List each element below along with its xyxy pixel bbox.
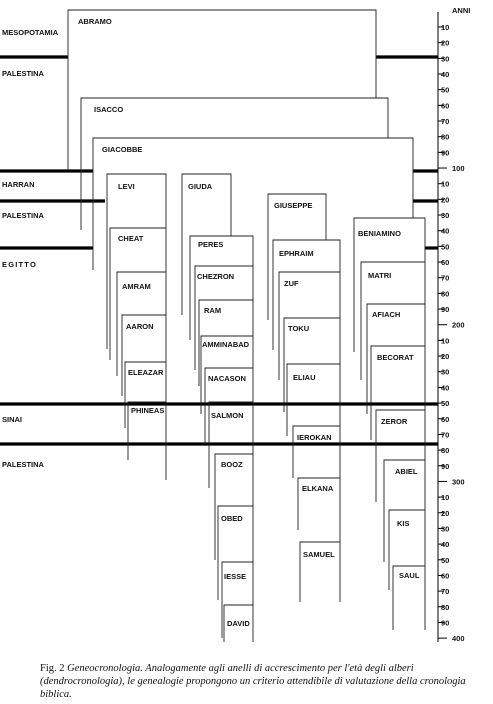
axis-tick-label: 40 bbox=[441, 540, 450, 550]
person-label-nacason: NACASON bbox=[208, 374, 246, 383]
person-label-kis: KIS bbox=[397, 519, 410, 528]
person-label-david: DAVID bbox=[227, 619, 250, 628]
axis-tick-label: 30 bbox=[441, 367, 450, 377]
axis-tick-label: 40 bbox=[441, 226, 450, 236]
person-label-cheat: CHEAT bbox=[118, 234, 144, 243]
lifespan-cheat bbox=[110, 228, 166, 360]
axis-tick-label: 60 bbox=[441, 571, 450, 581]
person-label-ierokan: IEROKAN bbox=[297, 433, 332, 442]
person-label-afiach: AFIACH bbox=[372, 310, 401, 319]
axis-tick-label: 20 bbox=[441, 508, 450, 518]
axis-tick-label: 10 bbox=[441, 23, 450, 32]
region-label-sinai: SINAI bbox=[2, 415, 23, 424]
person-label-phineas: PHINEAS bbox=[131, 406, 165, 415]
person-label-isacco: ISACCO bbox=[94, 105, 124, 114]
axis-tick-label: 30 bbox=[441, 524, 450, 534]
person-label-eliau: ELIAU bbox=[293, 373, 316, 382]
axis-tick-label: 90 bbox=[441, 461, 450, 471]
lifespan-beniamino bbox=[354, 218, 425, 352]
axis-tick-label: 20 bbox=[441, 352, 450, 362]
axis-tick-label: 60 bbox=[441, 414, 450, 424]
person-label-giacobbe: GIACOBBE bbox=[102, 145, 143, 154]
person-label-booz: BOOZ bbox=[221, 460, 243, 469]
figure-caption bbox=[40, 662, 480, 701]
axis-tick-label: 80 bbox=[441, 132, 450, 142]
region-label-harran: HARRAN bbox=[2, 180, 35, 189]
lifespan-booz bbox=[215, 454, 253, 560]
person-label-elkana: ELKANA bbox=[302, 484, 334, 493]
axis-tick-label: 30 bbox=[441, 54, 450, 64]
axis-title: ANNI bbox=[452, 6, 471, 15]
axis-tick-label: 10 bbox=[441, 336, 450, 346]
person-label-giuseppe: GIUSEPPE bbox=[274, 201, 313, 210]
axis-tick-label: 100 bbox=[452, 164, 465, 174]
axis-tick-label: 400 bbox=[452, 634, 465, 644]
person-label-abramo: ABRAMO bbox=[78, 17, 112, 26]
region-label-palestina-1: PALESTINA bbox=[2, 69, 44, 78]
person-label-zeror: ZEROR bbox=[381, 417, 408, 426]
axis-tick-label: 10 bbox=[441, 493, 450, 503]
region-lines bbox=[0, 57, 438, 444]
axis-tick-label: 40 bbox=[441, 383, 450, 393]
axis-tick-label: 300 bbox=[452, 477, 465, 487]
person-label-abiel: ABIEL bbox=[395, 467, 418, 476]
person-labels bbox=[78, 17, 420, 628]
axis-tick-label: 50 bbox=[441, 242, 450, 252]
axis-tick-label: 200 bbox=[452, 320, 465, 330]
person-label-saul: SAUL bbox=[399, 571, 420, 580]
person-label-chezron: CHEZRON bbox=[197, 272, 235, 281]
axis-tick-label: 50 bbox=[441, 85, 450, 95]
axis-tick-label: 20 bbox=[441, 195, 450, 205]
axis-tick-label: 50 bbox=[441, 555, 450, 565]
region-label-palestina-2: PALESTINA bbox=[2, 211, 44, 220]
region-label-egitto: EGITTO bbox=[2, 260, 37, 269]
axis-tick-label: 70 bbox=[441, 587, 450, 597]
person-label-samuel: SAMUEL bbox=[303, 550, 335, 559]
lifespan-chezron bbox=[195, 266, 253, 370]
person-label-matri: MATRI bbox=[368, 271, 392, 280]
person-label-ephraim: EPHRAIM bbox=[279, 249, 314, 258]
axis-tick-label: 90 bbox=[441, 305, 450, 315]
axis-tick-label: 60 bbox=[441, 258, 450, 268]
person-label-obed: OBED bbox=[221, 514, 243, 523]
axis-tick-label: 90 bbox=[441, 618, 450, 628]
axis-tick-label: 40 bbox=[441, 70, 450, 80]
axis-tick-label: 10 bbox=[441, 179, 450, 189]
axis-tick-label: 80 bbox=[441, 289, 450, 299]
figure-caption-text: Geneocronologia. Analogamente agli anelli di accrescimento per l'età degli alberi (dendrocronologia), le genealogie propongono un criterio attendibile di valutazione della cronologia biblica. bbox=[40, 663, 466, 700]
person-label-becorat: BECORAT bbox=[377, 353, 414, 362]
person-label-ram: RAM bbox=[204, 306, 222, 315]
axis-tick-label: 20 bbox=[441, 38, 450, 48]
axis-tick-label: 70 bbox=[441, 273, 450, 283]
year-axis bbox=[438, 6, 470, 643]
figure-number: Fig. 2 bbox=[40, 663, 65, 674]
region-label-mesopotamia: MESOPOTAMIA bbox=[2, 28, 59, 37]
person-label-amram: AMRAM bbox=[122, 282, 151, 291]
person-label-iesse: IESSE bbox=[224, 572, 247, 581]
axis-tick-label: 30 bbox=[441, 211, 450, 221]
person-label-toku: TOKU bbox=[288, 324, 310, 333]
axis-tick-label: 60 bbox=[441, 101, 450, 111]
axis-tick-label: 70 bbox=[441, 430, 450, 440]
axis-ticks bbox=[438, 23, 465, 643]
person-label-giuda: GIUDA bbox=[188, 182, 213, 191]
axis-tick-label: 50 bbox=[441, 399, 450, 409]
axis-tick-label: 80 bbox=[441, 602, 450, 612]
person-label-eleazar: ELEAZAR bbox=[128, 368, 164, 377]
person-label-peres: PERES bbox=[198, 240, 224, 249]
region-label-palestina-3: PALESTINA bbox=[2, 460, 44, 469]
person-label-zuf: ZUF bbox=[284, 279, 299, 288]
axis-tick-label: 70 bbox=[441, 117, 450, 127]
person-label-amminabad: AMMINABAD bbox=[202, 340, 250, 349]
lifespan-isacco bbox=[81, 98, 388, 230]
person-label-levi: LEVI bbox=[118, 182, 135, 191]
person-label-beniamino: BENIAMINO bbox=[358, 229, 401, 238]
axis-tick-label: 90 bbox=[441, 148, 450, 158]
person-label-aaron: AARON bbox=[126, 322, 154, 331]
axis-tick-label: 80 bbox=[441, 446, 450, 456]
person-label-salmon: SALMON bbox=[211, 411, 244, 420]
